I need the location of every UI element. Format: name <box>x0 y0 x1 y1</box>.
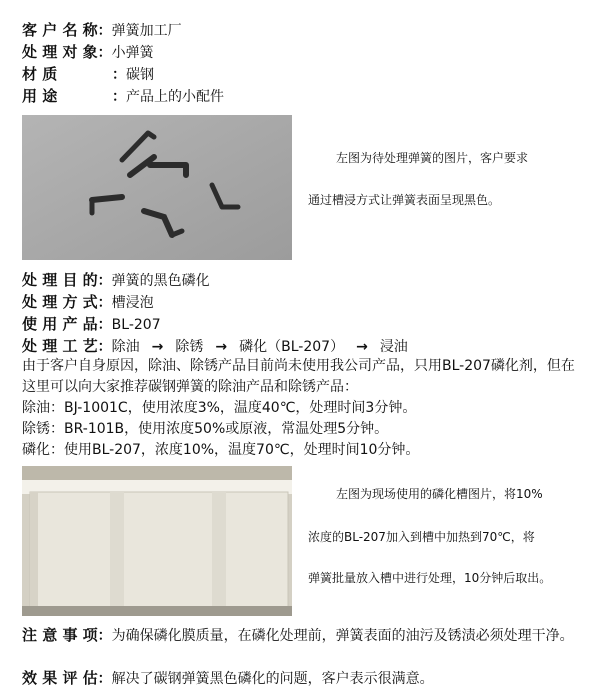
intro-paragraph: 由于客户自身原因，除油、除锈产品目前尚未使用我公司产品，只用BL-207磷化剂，但在这里可以向大家推荐碳钢弹簧的除油产品和除锈产品： <box>22 358 575 395</box>
craft-step2: 除锈 <box>175 339 204 355</box>
photo2-caption-line1: 左图为现场使用的磷化槽图片，将10% <box>336 487 543 501</box>
eval-label: 效 果 评 估 <box>22 669 98 687</box>
material-row: 材 质 ：碳钢 <box>22 65 154 83</box>
method-value: 槽浸泡 <box>111 295 154 311</box>
photo1-caption-line1: 左图为待处理弹簧的图片，客户要求 <box>336 151 529 165</box>
eval-value: 解决了碳钢弹簧黑色磷化的问题，客户表示很满意。 <box>111 671 434 687</box>
craft-step4: 浸油 <box>379 339 408 355</box>
springs-image <box>22 115 292 260</box>
product-label: 使 用 产 品 <box>22 315 98 333</box>
arrow-3: → <box>356 339 368 355</box>
notes-row: 注 意 事 项：为确保磷化膜质量，在磷化处理前，弹簧表面的油污及锈渍必须处理干净。 <box>22 626 574 644</box>
customer-label: 客 户 名 称 <box>22 21 98 39</box>
object-value: 小弹簧 <box>111 45 154 61</box>
material-value: 碳钢 <box>126 67 154 83</box>
method-row: 处 理 方 式：槽浸泡 <box>22 293 154 311</box>
degrease-line: 除油：BJ-1001C，使用浓度3%，温度40℃，处理时间3分钟。 <box>22 400 417 416</box>
photo2-caption-line3: 弹簧批量放入槽中进行处理，10分钟后取出。 <box>308 571 552 585</box>
arrow-1: → <box>151 339 164 355</box>
eval-row: 效 果 评 估：解决了碳钢弹簧黑色磷化的问题，客户表示很满意。 <box>22 669 434 687</box>
method-label: 处 理 方 式 <box>22 293 98 311</box>
notes-value: 为确保磷化膜质量，在磷化处理前，弹簧表面的油污及锈渍必须处理干净。 <box>111 628 574 644</box>
craft-step1: 除油 <box>111 339 140 355</box>
craft-label: 处 理 工 艺 <box>22 337 98 355</box>
photo2-caption-line2: 浓度的BL-207加入到槽中加热到70℃，将 <box>308 530 535 544</box>
springs-photo <box>22 115 292 260</box>
material-label: 材 质 <box>22 65 58 83</box>
object-label: 处 理 对 象 <box>22 43 98 61</box>
derust-line: 除锈：BR-101B，使用浓度50%或原液，常温处理5分钟。 <box>22 421 389 437</box>
product-value: BL-207 <box>111 317 161 333</box>
tank-photo <box>22 466 292 616</box>
notes-label: 注 意 事 项 <box>22 626 98 644</box>
customer-row: 客 户 名 称：弹簧加工厂 <box>22 21 182 39</box>
purpose-value: 弹簧的黑色磷化 <box>111 273 210 289</box>
purpose-label: 处 理 目 的 <box>22 271 98 289</box>
photo1-caption-line2: 通过槽浸方式让弹簧表面呈现黑色。 <box>308 193 501 207</box>
customer-value: 弹簧加工厂 <box>111 23 182 39</box>
purpose-row: 处 理 目 的：弹簧的黑色磷化 <box>22 271 210 289</box>
object-row: 处 理 对 象：小弹簧 <box>22 43 154 61</box>
arrow-2: → <box>215 339 228 355</box>
use-value: 产品上的小配件 <box>126 89 224 105</box>
use-label: 用 途 <box>22 87 58 105</box>
tank-image <box>22 466 292 616</box>
craft-row: 处 理 工 艺：除油 → 除锈 → 磷化（BL-207） → 浸油 <box>22 337 408 355</box>
craft-step3: 磷化（BL-207） <box>239 339 345 355</box>
phosphate-line: 磷化：使用BL-207，浓度10%，温度70℃，处理时间10分钟。 <box>22 442 420 458</box>
use-row: 用 途 ：产品上的小配件 <box>22 87 224 105</box>
product-row: 使 用 产 品：BL-207 <box>22 315 161 333</box>
